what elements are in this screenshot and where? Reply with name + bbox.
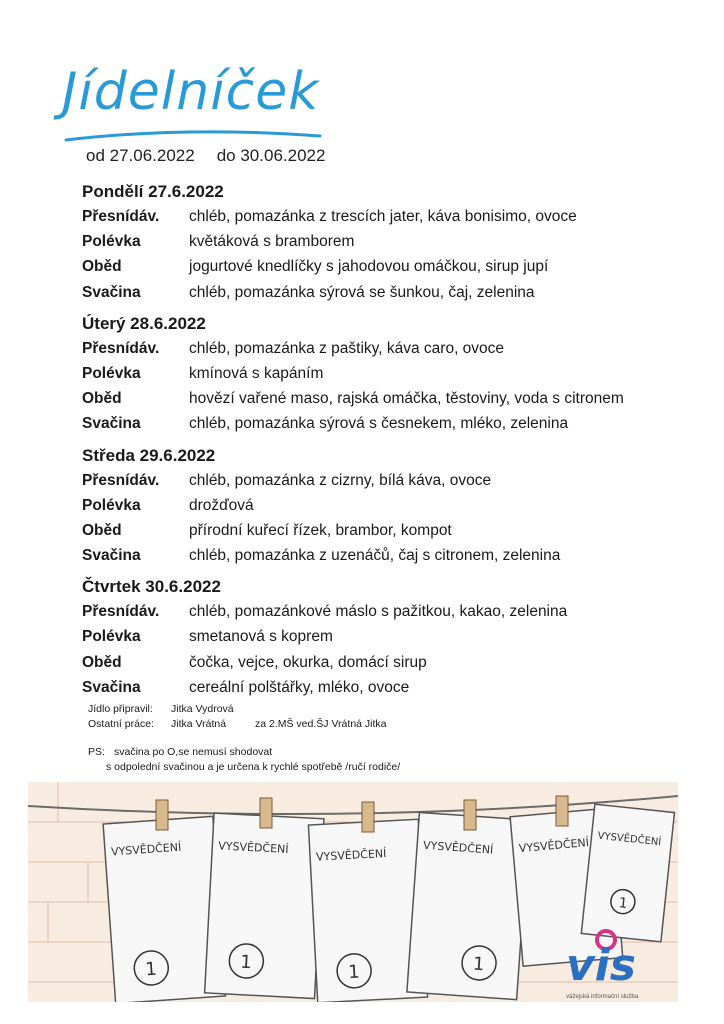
meal-text: přírodní kuřecí řízek, brambor, kompot — [189, 521, 452, 539]
meal-row — [82, 599, 692, 624]
meal-label: Oběd — [82, 258, 122, 276]
meal-row — [82, 280, 692, 305]
meal-row — [82, 675, 692, 700]
menu-period — [86, 146, 325, 166]
meal-text: chléb, pomazánka sýrová se šunkou, čaj, zelenina — [189, 283, 535, 301]
day-block — [82, 312, 692, 437]
card-label: VYSVĚDČENÍ — [218, 839, 289, 857]
meal-row — [82, 650, 692, 675]
meal-text: chléb, pomazánka sýrová s česnekem, mléko, zelenina — [189, 415, 569, 433]
meal-row — [82, 361, 692, 386]
meal-label: Přesnídáv. — [82, 208, 160, 225]
meal-row — [82, 229, 692, 254]
card-grade: 1 — [347, 961, 361, 984]
day-block — [82, 444, 692, 569]
card-label: VYSVĚDČENÍ — [597, 830, 662, 849]
card-label: VYSVĚDČENÍ — [422, 838, 494, 857]
ps-line-1: svačina po O,se nemusí shodovat — [114, 746, 273, 758]
meal-row — [82, 468, 692, 493]
meal-row — [82, 518, 692, 543]
prepared-label: Jídlo připravil: — [88, 703, 153, 715]
day-block — [82, 575, 692, 700]
meal-text: cereální polštářky, mléko, ovoce — [189, 678, 410, 696]
logo-subtitle: vážejská informační služba — [566, 994, 639, 1000]
other-name: Jitka Vrátná — [171, 718, 227, 730]
meal-label: Polévka — [82, 233, 141, 251]
title-underline — [64, 124, 324, 144]
meal-text: chléb, pomazánka z paštiky, káva caro, ovoce — [189, 339, 505, 357]
meal-row — [82, 204, 692, 229]
meal-label: Svačina — [82, 547, 141, 565]
credits — [88, 702, 387, 732]
meal-label: Svačina — [82, 415, 141, 433]
meal-label: Polévka — [82, 496, 141, 514]
card-grade: 1 — [144, 958, 158, 981]
meal-label: Svačina — [82, 678, 141, 696]
meal-text: chléb, pomazánka z trescích jater, káva bonisimo, ovoce — [189, 208, 577, 225]
meal-label: Oběd — [82, 653, 122, 671]
prepared-name: Jitka Vydrová — [171, 703, 234, 715]
weekly-menu — [82, 180, 692, 707]
logo-wordmark: vis — [566, 940, 636, 991]
meal-text: chléb, pomazánka z cizrny, bílá káva, ovoce — [189, 471, 492, 489]
day-title: Úterý 28.6.2022 — [82, 313, 206, 333]
meal-label: Přesnídáv. — [82, 471, 160, 489]
other-label: Ostatní práce: — [88, 718, 154, 730]
meal-text: chléb, pomazánkové máslo s pažitkou, kakao, zelenina — [189, 603, 568, 621]
meal-text: smetanová s koprem — [189, 628, 333, 646]
meal-label: Svačina — [82, 283, 141, 301]
meal-label: Polévka — [82, 364, 141, 382]
card-label: VYSVĚDČENÍ — [110, 840, 182, 859]
day-title: Pondělí 27.6.2022 — [82, 182, 224, 201]
meal-row — [82, 254, 692, 279]
meal-text: čočka, vejce, okurka, domácí sirup — [189, 653, 427, 671]
card-grade: 1 — [472, 953, 486, 976]
day-title: Středa 29.6.2022 — [82, 445, 216, 465]
meal-label: Přesnídáv. — [82, 339, 160, 357]
meal-label: Přesnídáv. — [82, 603, 160, 621]
day-block — [82, 180, 692, 305]
ps-line-2: s odpolední svačinou a je určena k rychlé spotřebě /ručí rodiče/ — [106, 761, 401, 773]
meal-row — [82, 624, 692, 649]
meal-text: jogurtové knedlíčky s jahodovou omáčkou, sirup jupí — [189, 258, 549, 276]
meal-text: drožďová — [189, 496, 254, 514]
meal-row — [82, 493, 692, 518]
meal-text: chléb, pomazánka z uzenáčů, čaj s citronem, zelenina — [189, 547, 561, 565]
meal-text: kmínová s kapáním — [189, 364, 324, 382]
meal-row — [82, 336, 692, 361]
meal-text: hovězí vařené maso, rajská omáčka, těstoviny, voda s citronem — [189, 390, 624, 408]
card-label: VYSVĚDČENÍ — [315, 846, 387, 864]
period-from: od 27.06.2022 — [86, 146, 195, 165]
credits-prepared — [88, 702, 387, 717]
credits-other — [88, 717, 387, 732]
card-label: VYSVĚDČENÍ — [518, 836, 590, 856]
meal-row — [82, 411, 692, 436]
postscript — [88, 745, 400, 775]
meal-label: Oběd — [82, 390, 122, 408]
page-title: Jídelníček — [62, 62, 320, 122]
meal-label: Oběd — [82, 521, 122, 539]
day-title: Čtvrtek 30.6.2022 — [82, 577, 221, 597]
meal-row — [82, 543, 692, 568]
card-grade: 1 — [239, 951, 253, 974]
ps-label: PS: — [88, 746, 105, 758]
meal-label: Polévka — [82, 628, 141, 646]
vis-logo — [562, 924, 672, 994]
meal-row — [82, 386, 692, 411]
period-to: do 30.06.2022 — [216, 146, 326, 165]
card-grade: 1 — [617, 895, 629, 913]
meal-text: květáková s bramborem — [189, 233, 355, 251]
other-note: za 2.MŠ ved.ŠJ Vrátná Jitka — [255, 718, 387, 730]
